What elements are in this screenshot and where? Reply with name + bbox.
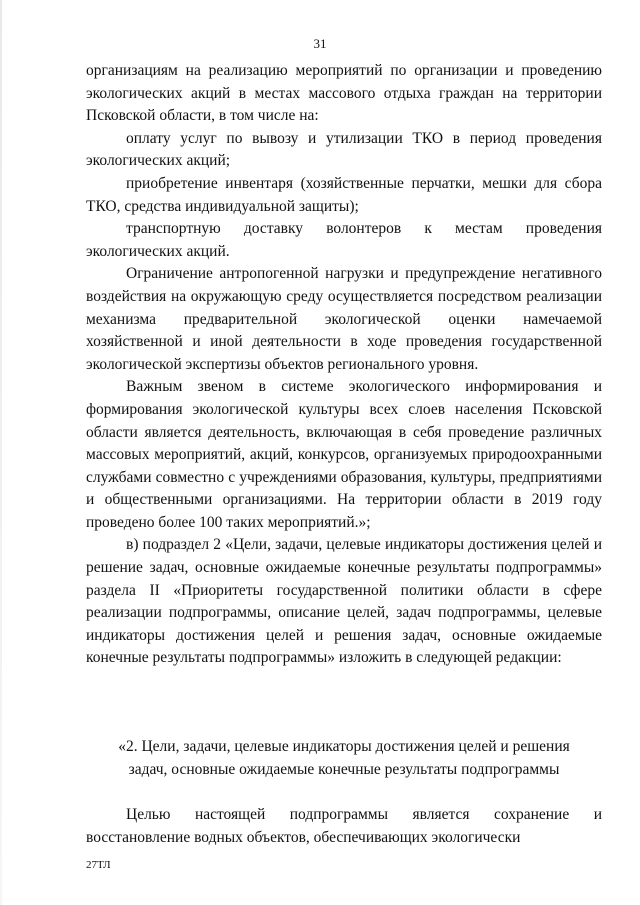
body-text (86, 60, 602, 670)
section-heading-line: «2. Цели, задачи, целевые индикаторы достижения целей и решения (118, 738, 570, 755)
paragraph: Важным звеном в системе экологического информирования и формирования экологической культуры всех слоев населения Псковской области является деятельность, включающая в себя проведение различных массовых мероприятий, акций, конкурсов, организуемых природоохранными службами совместно с учреждениями образования, культуры, предприятиями и общественными организациями. На территории области в 2019 году проведено более 100 таких мероприятий.»; (86, 378, 602, 531)
paragraph: транспортную доставку волонтеров к местам проведения экологических акций. (86, 220, 602, 260)
paragraph: в) подраздел 2 «Цели, задачи, целевые индикаторы достижения целей и решение задач, основные ожидаемые конечные результаты подпрограммы» раздела II «Приоритеты государственной политики области в сфере реализации подпрограммы, описание целей, задач подпрограммы, целевые индикаторы достижения целей и решения задач, основные ожидаемые конечные результаты подпрограммы» изложить в следующей редакции: (86, 536, 602, 667)
section-heading (86, 736, 602, 781)
scan-edge (0, 0, 2, 905)
paragraph: организациям на реализацию мероприятий по организации и проведению экологических акций в местах массового отдыха граждан на территории Псковской области, в том числе на: (86, 62, 602, 125)
closing-paragraph: Целью настоящей подпрограммы является сохранение и восстановление водных объектов, обеспечивающих экологически (86, 806, 602, 846)
paragraph: Ограничение антропогенной нагрузки и предупреждение негативного воздействия на окружающую среду осуществляется посредством реализации механизма предварительной экологической оценки намечаемой хозяйственной и иной деятельности в ходе проведения государственной экологической экспертизы объектов регионального уровня. (86, 265, 602, 373)
paragraph: оплату услуг по вывозу и утилизации ТКО в период проведения экологических акций; (86, 129, 602, 170)
footer-code: 27ТЛ (86, 859, 111, 871)
section-heading-line: задач, основные ожидаемые конечные результаты подпрограммы (128, 760, 560, 778)
paragraph: приобретение инвентаря (хозяйственные перчатки, мешки для сбора ТКО, средства индивидуальной защиты); (86, 174, 602, 215)
page-number: 31 (313, 36, 327, 51)
